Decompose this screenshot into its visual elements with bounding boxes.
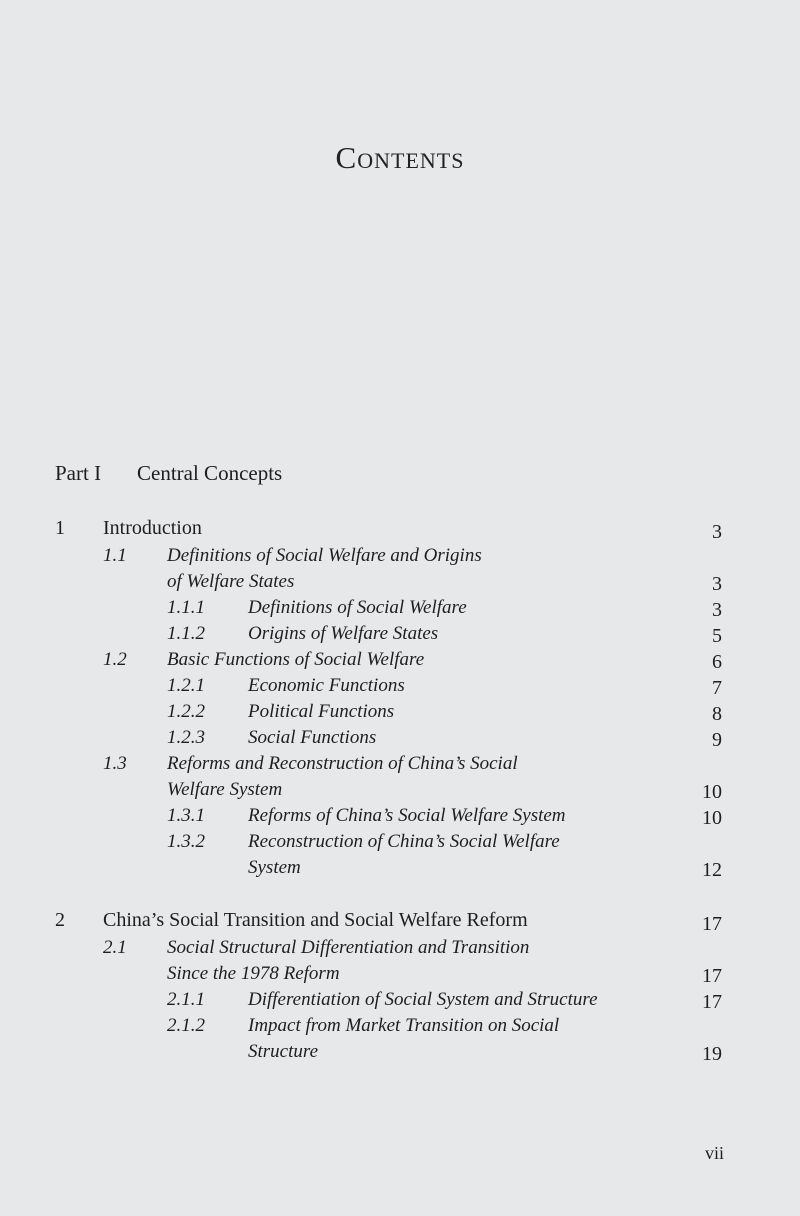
subsection-title-line: Economic Functions [248, 675, 405, 696]
subsection-title-line: Origins of Welfare States [248, 623, 439, 644]
subsection-number: 1.1.2 [167, 623, 205, 644]
chapter-title: Introduction [103, 517, 202, 539]
section-title-line: of Welfare States [167, 571, 295, 592]
section-title-line: Basic Functions of Social Welfare [167, 649, 425, 670]
subsection-number: 1.3.2 [167, 831, 205, 852]
section-number: 2.1 [103, 937, 127, 958]
chapter-number: 2 [55, 909, 65, 931]
subsection-number: 1.1.1 [167, 597, 205, 618]
section-title-line: Reforms and Reconstruction of China’s Social [167, 753, 518, 774]
section-title-line: Definitions of Social Welfare and Origins [167, 545, 482, 566]
subsection-page: 9 [712, 729, 722, 751]
subsection-title-line: Impact from Market Transition on Social [248, 1015, 560, 1036]
subsection-number: 2.1.2 [167, 1015, 205, 1036]
subsection-number: 1.3.1 [167, 805, 205, 826]
section-page: 10 [702, 781, 722, 803]
section-number: 1.2 [103, 649, 127, 670]
subsection-page: 10 [702, 807, 722, 829]
chapter-page: 3 [712, 521, 722, 543]
subsection-number: 1.2.3 [167, 727, 205, 748]
page-folio: vii [704, 1143, 724, 1163]
section-page: 3 [712, 573, 722, 595]
section-number: 1.1 [103, 545, 127, 566]
subsection-page: 12 [702, 859, 722, 881]
part-heading [55, 461, 282, 486]
section-title-line: Social Structural Differentiation and Transition [167, 937, 530, 958]
subsection-page: 17 [702, 991, 722, 1013]
subsection-number: 2.1.1 [167, 989, 205, 1010]
section-title-line: Welfare System [167, 779, 283, 800]
chapter-number: 1 [55, 517, 65, 539]
part-number: Part I [55, 461, 102, 485]
subsection-page: 5 [712, 625, 722, 647]
subsection-title-line: System [248, 857, 301, 878]
subsection-number: 1.2.1 [167, 675, 205, 696]
section-page: 17 [702, 965, 722, 987]
subsection-page: 3 [712, 599, 722, 621]
subsection-title-line: Definitions of Social Welfare [248, 597, 467, 618]
subsection-page: 8 [712, 703, 722, 725]
chapter-title: China’s Social Transition and Social Welfare Reform [103, 909, 528, 931]
subsection-title-line: Reforms of China’s Social Welfare System [248, 805, 566, 826]
subsection-page: 19 [702, 1043, 722, 1065]
subsection-title-line: Differentiation of Social System and Structure [248, 989, 598, 1010]
subsection-number: 1.2.2 [167, 701, 205, 722]
subsection-title-line: Social Functions [248, 727, 377, 748]
section-page: 6 [712, 651, 722, 673]
contents-heading: Contents [335, 140, 465, 175]
chapter-page: 17 [702, 913, 722, 935]
section-number: 1.3 [103, 753, 127, 774]
subsection-title-line: Reconstruction of China’s Social Welfare [248, 831, 560, 852]
section-title-line: Since the 1978 Reform [167, 963, 340, 984]
subsection-title-line: Political Functions [248, 701, 395, 722]
subsection-title-line: Structure [248, 1041, 319, 1062]
subsection-page: 7 [712, 677, 722, 699]
part-title: Central Concepts [137, 461, 283, 485]
